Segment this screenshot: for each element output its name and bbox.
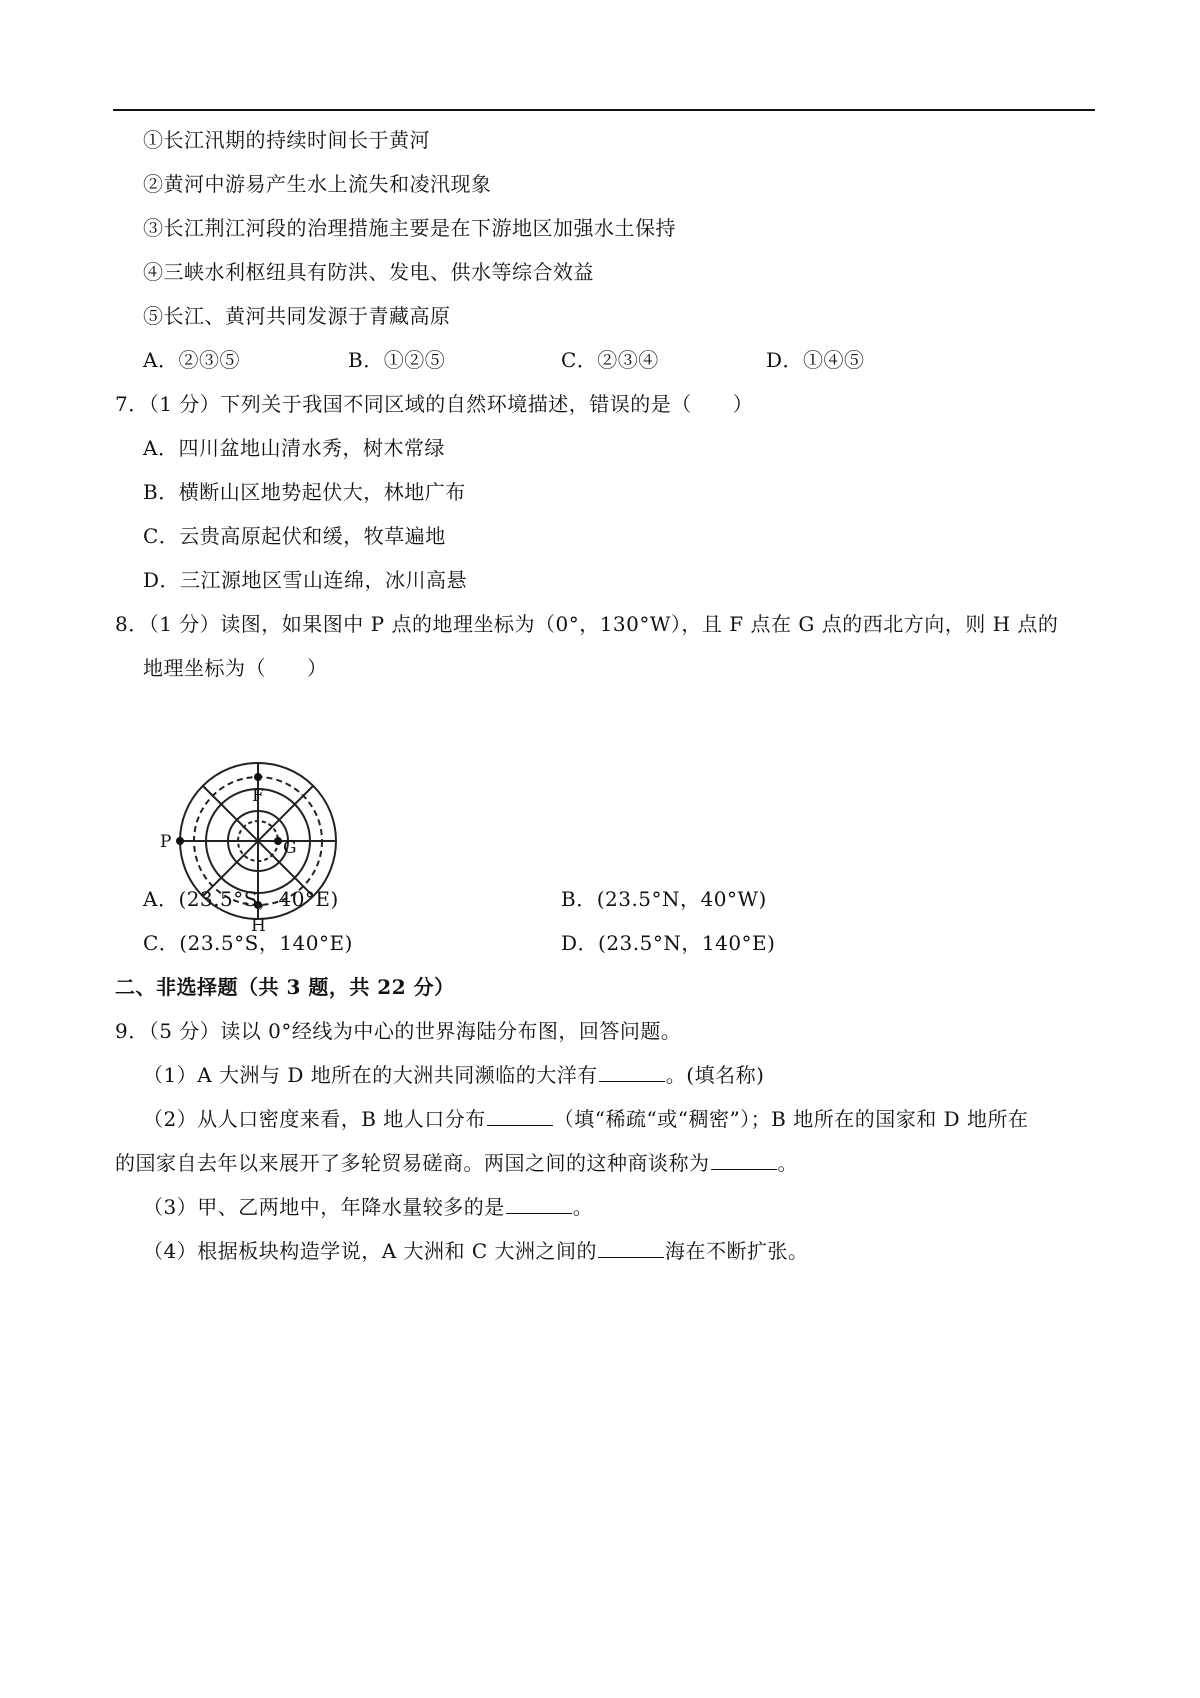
label-f: F [252, 786, 264, 806]
q8-option-d: D．(23.5°N，140°E) [561, 931, 776, 955]
point-f [254, 773, 262, 781]
q8-stem-line2: 地理坐标为（ ） [143, 656, 328, 680]
q9-part2b-text-before: 的国家自去年以来展开了多轮贸易磋商。两国之间的这种商谈称为 [115, 1151, 710, 1175]
q8-stem-line1: 8．（1 分）读图，如果图中 P 点的地理坐标为（0°，130°W），且 F 点在 G 点的西北方向，则 H 点的 [115, 612, 1059, 636]
q9-part2-text-after: （填“稀疏“或“稠密”）；B 地所在的国家和 D 地所在 [553, 1107, 1029, 1131]
q9-part1-blank[interactable] [599, 1063, 665, 1082]
q9-part3-text-after: 。 [572, 1195, 594, 1219]
q6-statement-5: ⑤长江、黄河共同发源于青藏高原 [143, 304, 451, 328]
q9-part2 [143, 1105, 1028, 1133]
q9-part4 [143, 1237, 809, 1265]
q6-statement-4: ④三峡水利枢纽具有防洪、发电、供水等综合效益 [143, 260, 594, 284]
q9-part2-blank-2[interactable] [711, 1151, 777, 1170]
q6-statement-3: ③长江荆江河段的治理措施主要是在下游地区加强水土保持 [143, 216, 676, 240]
q9-part2-continued [115, 1149, 798, 1177]
q6-option-c: C．②③④ [561, 348, 659, 372]
q7-option-c: C．云贵高原起伏和缓，牧草遍地 [143, 524, 446, 548]
point-g [274, 837, 282, 845]
q6-statement-2: ②黄河中游易产生水上流失和凌汛现象 [143, 172, 492, 196]
q8-option-c: C．(23.5°S，140°E) [143, 931, 353, 955]
polar-projection-diagram [140, 745, 370, 945]
label-h: H [251, 916, 266, 936]
q7-option-b: B．横断山区地势起伏大，林地广布 [143, 480, 466, 504]
q7-option-d: D．三江源地区雪山连绵，冰川高悬 [143, 568, 468, 592]
label-g: G [283, 838, 297, 858]
label-p: P [160, 832, 172, 852]
q7-option-a: A．四川盆地山清水秀，树木常绿 [143, 436, 445, 460]
q9-part1-text-before: （1）A 大洲与 D 地所在的大洲共同濒临的大洋有 [143, 1063, 598, 1087]
q9-part4-blank[interactable] [598, 1239, 664, 1258]
q9-part2-blank-1[interactable] [487, 1107, 553, 1126]
q9-part3-blank[interactable] [506, 1195, 572, 1214]
q8-option-a: A．(23.5°S，40°E) [143, 887, 339, 911]
q6-option-b: B．①②⑤ [348, 348, 446, 372]
q8-option-b: B．(23.5°N，40°W) [561, 887, 767, 911]
q9-part4-text-before: （4）根据板块构造学说，A 大洲和 C 大洲之间的 [143, 1239, 598, 1263]
q9-part4-text-after: 海在不断扩张。 [665, 1239, 809, 1263]
q9-part1 [143, 1061, 764, 1089]
polar-diagram-svg [140, 745, 370, 945]
q9-part3 [143, 1193, 593, 1221]
q9-part3-text-before: （3）甲、乙两地中，年降水量较多的是 [143, 1195, 505, 1219]
q9-stem: 9．（5 分）读以 0°经线为中心的世界海陆分布图，回答问题。 [115, 1019, 682, 1043]
q7-stem: 7．（1 分）下列关于我国不同区域的自然环境描述，错误的是（ ） [115, 392, 754, 416]
q9-part2b-text-after: 。 [777, 1151, 798, 1175]
q6-statement-1: ①长江汛期的持续时间长于黄河 [143, 128, 430, 152]
header-rule [113, 109, 1095, 111]
point-p [176, 837, 184, 845]
q6-option-a: A．②③⑤ [143, 348, 240, 372]
q9-part1-text-after: 。(填名称) [665, 1063, 765, 1087]
q9-part2-text-before: （2）从人口密度来看，B 地人口分布 [143, 1107, 486, 1131]
section2-title: 二、非选择题（共 3 题，共 22 分） [115, 975, 455, 999]
q6-option-d: D．①④⑤ [766, 348, 865, 372]
